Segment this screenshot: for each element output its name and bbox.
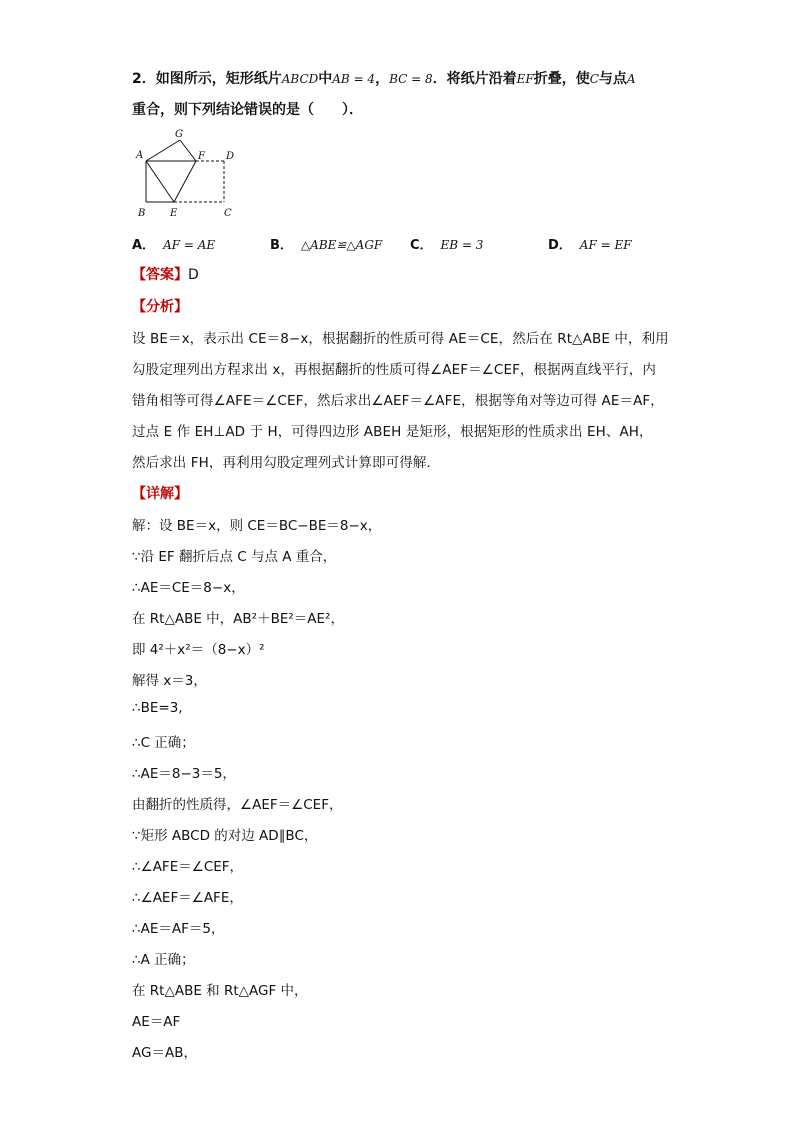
answer-value: D bbox=[188, 267, 199, 283]
detail-line: ∴BE=3, bbox=[132, 700, 183, 716]
detail-line: 在 Rt△ABE 和 Rt△AGF 中， bbox=[132, 983, 308, 999]
detail-line: AE＝AF bbox=[132, 1014, 181, 1030]
label-c: C bbox=[224, 208, 232, 219]
math-rect: ABCD bbox=[281, 72, 319, 86]
detail-line: 在 Rt△ABE 中，AB²＋BE²＝AE²， bbox=[132, 611, 344, 627]
analysis-line: 设 BE＝x，表示出 CE＝8−x，根据翻折的性质可得 AE＝CE，然后在 Rt△ABE 中，利用 bbox=[132, 331, 669, 347]
analysis-line: 错角相等可得∠AFE＝∠CEF，然后求出∠AEF＝∠AFE，根据等角对等边可得 AE＝AF， bbox=[132, 393, 664, 409]
option-label: A． bbox=[132, 238, 156, 253]
answer-tag: 【答案】 bbox=[132, 267, 188, 283]
label-d: D bbox=[226, 151, 235, 162]
detail-line: ∴AE＝AF＝5， bbox=[132, 921, 225, 937]
detail-line: ∵矩形 ABCD 的对边 AD∥BC， bbox=[132, 828, 318, 844]
geometry-diagram bbox=[130, 124, 250, 224]
detail-line: ∴AE＝8−3＝5， bbox=[132, 766, 236, 782]
analysis-line: 勾股定理列出方程求出 x，再根据翻折的性质可得∠AEF＝∠CEF，根据两直线平行，内 bbox=[132, 362, 656, 378]
detail-line: ∴∠AFE＝∠CEF， bbox=[132, 859, 244, 875]
option-text: AF = AE bbox=[163, 238, 216, 252]
question-line-1 bbox=[132, 68, 636, 88]
option-d bbox=[548, 234, 632, 253]
option-text: EB = 3 bbox=[440, 238, 484, 252]
answer-section bbox=[132, 264, 199, 284]
segment-ag bbox=[146, 140, 180, 161]
segment-ef bbox=[174, 161, 196, 202]
question-text: 与点 bbox=[598, 71, 627, 87]
detail-line: 解得 x＝3， bbox=[132, 673, 207, 689]
label-a: A bbox=[136, 150, 144, 161]
option-label: C． bbox=[410, 238, 433, 253]
option-a bbox=[132, 234, 215, 253]
label-g: G bbox=[175, 129, 183, 140]
question-text: 折叠，使 bbox=[533, 71, 590, 87]
analysis-line: 然后求出 FH，再利用勾股定理列式计算即可得解． bbox=[132, 455, 441, 471]
detail-line: ∴∠AEF＝∠AFE， bbox=[132, 890, 243, 906]
question-line-2: 重合，则下列结论错误的是（ ）． bbox=[132, 102, 363, 118]
detail-tag: 【详解】 bbox=[132, 486, 188, 502]
detail-line: AG＝AB， bbox=[132, 1045, 197, 1061]
detail-line: ∵沿 EF 翻折后点 C 与点 A 重合， bbox=[132, 549, 337, 565]
detail-line: 由翻折的性质得，∠AEF＝∠CEF， bbox=[132, 797, 343, 813]
fold-figure bbox=[130, 124, 250, 224]
option-c bbox=[410, 234, 483, 253]
option-b bbox=[270, 234, 382, 253]
question-text: ．将纸片沿着 bbox=[432, 71, 517, 87]
math-ab: AB = 4 bbox=[332, 72, 376, 86]
label-f: F bbox=[198, 151, 205, 162]
math-c: C bbox=[589, 72, 599, 86]
math-ef: EF bbox=[516, 72, 534, 86]
detail-line: ∴A 正确； bbox=[132, 952, 195, 968]
option-text: △ABE≌△AGF bbox=[300, 238, 383, 252]
math-a: A bbox=[626, 72, 636, 86]
question-text: ， bbox=[375, 71, 390, 87]
detail-line: 解：设 BE＝x，则 CE＝BC−BE＝8−x， bbox=[132, 518, 382, 534]
label-b: B bbox=[138, 208, 146, 219]
question-text: 2．如图所示，矩形纸片 bbox=[132, 71, 282, 87]
math-bc: BC = 8 bbox=[389, 72, 433, 86]
option-label: D． bbox=[548, 238, 572, 253]
segment-gf bbox=[180, 140, 196, 161]
detail-line: 即 4²＋x²＝（8−x）² bbox=[132, 642, 265, 658]
segment-ae bbox=[146, 161, 174, 202]
analysis-tag: 【分析】 bbox=[132, 299, 188, 315]
detail-line: ∴C 正确； bbox=[132, 735, 195, 751]
question-text: 中 bbox=[318, 71, 333, 87]
detail-line: ∴AE＝CE＝8−x， bbox=[132, 580, 245, 596]
option-label: B． bbox=[270, 238, 293, 253]
label-e: E bbox=[170, 208, 178, 219]
option-text: AF = EF bbox=[579, 238, 632, 252]
analysis-line: 过点 E 作 EH⊥AD 于 H，可得四边形 ABEH 是矩形，根据矩形的性质求出 EH、AH， bbox=[132, 424, 653, 440]
